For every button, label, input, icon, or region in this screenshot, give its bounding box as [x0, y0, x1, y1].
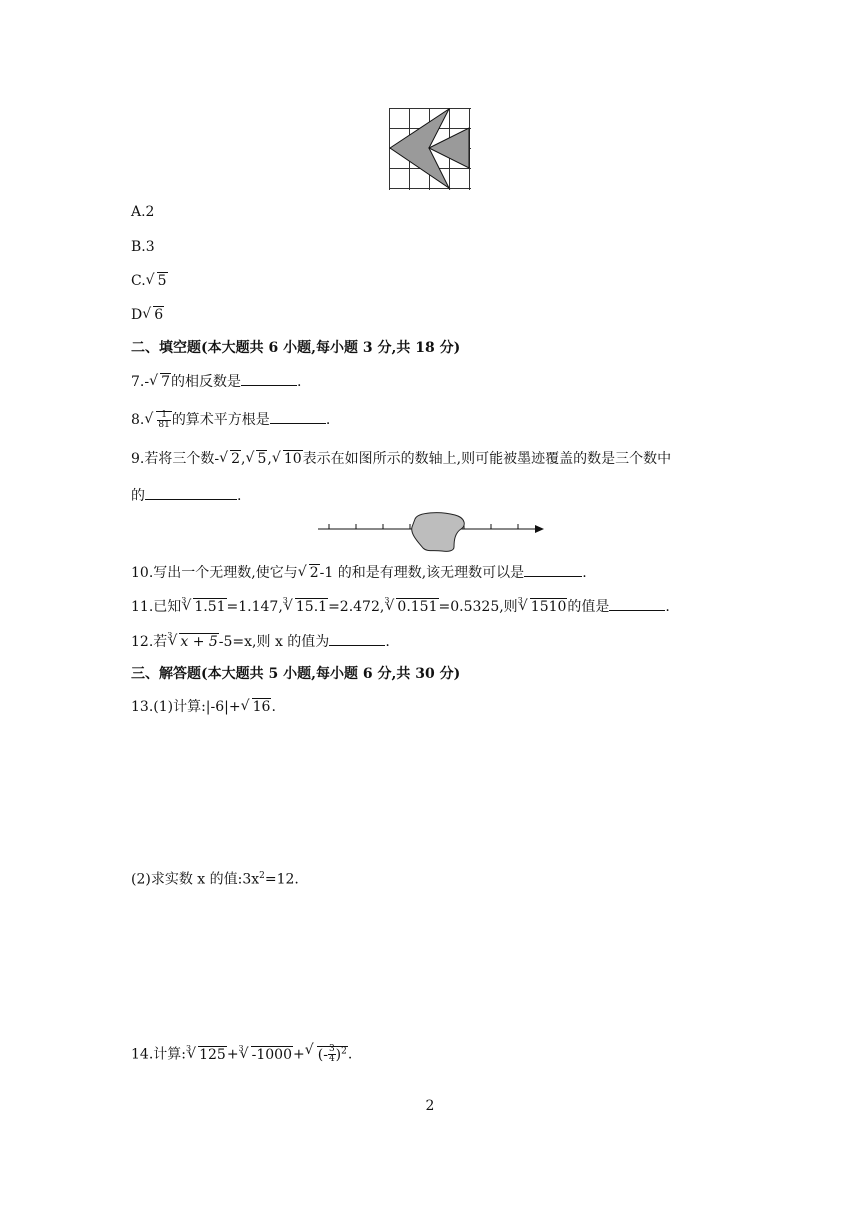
radicand: 10: [283, 451, 302, 467]
q13b-tail: =12.: [264, 871, 299, 888]
cube-index: 3: [517, 596, 523, 605]
cube-index: 3: [384, 596, 390, 605]
sqrt-symbol: [284, 597, 328, 617]
q11-end: .: [665, 599, 670, 615]
exponent: 2: [259, 871, 265, 881]
question-8: [131, 409, 330, 430]
denominator: 81: [158, 419, 170, 430]
option-b: B.3: [131, 239, 155, 255]
denominator: 4: [328, 1054, 335, 1065]
question-13b: [131, 866, 299, 890]
q14-end: .: [347, 1046, 353, 1063]
radicand: 7: [161, 374, 171, 390]
question-14: [131, 1041, 352, 1067]
question-9-line2: [131, 485, 241, 506]
sqrt-symbol: [240, 1045, 293, 1065]
question-9: [131, 449, 671, 469]
q7-end: .: [297, 374, 302, 390]
sqrt-symbol: [168, 632, 218, 652]
q10-prefix: 10.写出一个无理数,使它与: [131, 565, 298, 581]
q11-v1: =1.147,: [226, 599, 283, 615]
q7-prefix: 7.-: [131, 374, 150, 390]
question-10: [131, 562, 587, 583]
section3-heading: 三、解答题(本大题共 5 小题,每小题 6 分,共 30 分): [131, 666, 461, 682]
cube-index: 3: [167, 631, 173, 640]
radicand: 1.51: [194, 599, 226, 615]
q9-line2: 的: [131, 488, 145, 504]
sqrt-symbol: [245, 449, 267, 469]
answer-blank[interactable]: [329, 631, 385, 646]
option-a: A.2: [131, 204, 155, 220]
sqrt-symbol: [219, 449, 241, 469]
sqrt-symbol: [241, 697, 272, 717]
number-line-figure: [314, 512, 546, 554]
radicand: -1000: [251, 1046, 292, 1063]
question-7: [131, 371, 301, 392]
q14-plus1: +: [226, 1046, 239, 1063]
q9-prefix: 9.若将三个数-: [131, 451, 220, 467]
answer-blank[interactable]: [609, 596, 665, 611]
answer-blank[interactable]: [270, 409, 326, 424]
radicand: 1510: [530, 599, 567, 615]
sqrt-symbol: [142, 305, 164, 325]
radicand: 5: [157, 273, 167, 289]
q12-prefix: 12.若: [131, 634, 168, 650]
question-13a: [131, 697, 276, 717]
radicand: 125: [199, 1046, 226, 1063]
q13b-text: (2)求实数 x 的值:3x: [131, 871, 260, 888]
q7-suffix: 的相反数是: [171, 374, 242, 390]
sqrt-symbol: [144, 410, 171, 430]
grid-arrow-figure: [389, 108, 471, 190]
q11-v2: =2.472,: [328, 599, 385, 615]
radicand: 6: [154, 307, 164, 323]
sqrt-symbol: [187, 1045, 227, 1065]
page-number: 2: [425, 1098, 435, 1114]
radicand: 2: [309, 565, 319, 581]
q13a-end: .: [271, 699, 276, 715]
option-d: [131, 305, 164, 325]
q11-suffix: 的值是: [567, 599, 610, 615]
q12-suffix: -5=x,则 x 的值为: [218, 634, 330, 650]
cube-index: 3: [185, 1043, 192, 1053]
q10-end: .: [582, 565, 587, 581]
sqrt-symbol: [298, 563, 320, 583]
cube-index: 3: [238, 1043, 244, 1053]
sqrt-symbol: [149, 372, 171, 392]
sqrt-symbol: [519, 597, 568, 617]
q8-suffix: 的算术平方根是: [171, 412, 270, 428]
q9-sep1: ,: [241, 451, 246, 467]
option-d-prefix: D: [131, 307, 143, 323]
sqrt-symbol: [305, 1041, 348, 1065]
q11-prefix: 11.已知: [131, 599, 182, 615]
q8-prefix: 8.: [131, 412, 145, 428]
q9-suffix: 表示在如图所示的数轴上,则可能被墨迹覆盖的数是三个数中: [302, 451, 672, 467]
q14-plus2: +: [293, 1046, 305, 1063]
sqrt-symbol: [272, 449, 303, 469]
sqrt-symbol: [385, 597, 438, 617]
section2-heading: 二、填空题(本大题共 6 小题,每小题 3 分,共 18 分): [131, 340, 461, 356]
numerator: 3: [328, 1044, 335, 1055]
fraction: [328, 1045, 336, 1064]
option-c: [131, 271, 168, 291]
sqrt-symbol: [146, 271, 168, 291]
q10-suffix: -1 的和是有理数,该无理数可以是: [319, 565, 525, 581]
q14-open: (-: [317, 1046, 328, 1063]
question-11: [131, 596, 670, 619]
question-12: [131, 631, 390, 654]
radicand: 15.1: [295, 599, 328, 615]
q14-close: ): [335, 1046, 342, 1063]
q8-end: .: [325, 412, 331, 428]
exponent: 2: [341, 1046, 347, 1056]
radicand: 5: [257, 451, 267, 467]
q9-sep2: ,: [267, 451, 272, 467]
answer-blank[interactable]: [524, 562, 582, 577]
radicand: 16: [252, 699, 271, 715]
radicand: 2: [231, 451, 241, 467]
numerator: √ 1: [157, 411, 170, 421]
radicand: [156, 411, 171, 428]
cube-index: 3: [282, 596, 288, 605]
q13a-prefix: 13.(1)计算:|-6|+: [131, 699, 241, 715]
option-c-prefix: C.: [131, 273, 146, 289]
radicand: x + 5: [180, 634, 218, 650]
cube-index: 3: [181, 596, 187, 605]
q11-v3: =0.5325,则: [438, 599, 518, 615]
q9-end: .: [237, 488, 242, 504]
q12-end: .: [385, 634, 390, 650]
q14-prefix: 14.计算:: [131, 1046, 186, 1063]
radicand: 0.151: [397, 599, 438, 615]
sqrt-symbol: [182, 597, 226, 617]
answer-blank[interactable]: [145, 485, 237, 500]
fraction: [157, 411, 170, 430]
answer-blank[interactable]: [241, 371, 297, 386]
radicand: [317, 1046, 348, 1063]
